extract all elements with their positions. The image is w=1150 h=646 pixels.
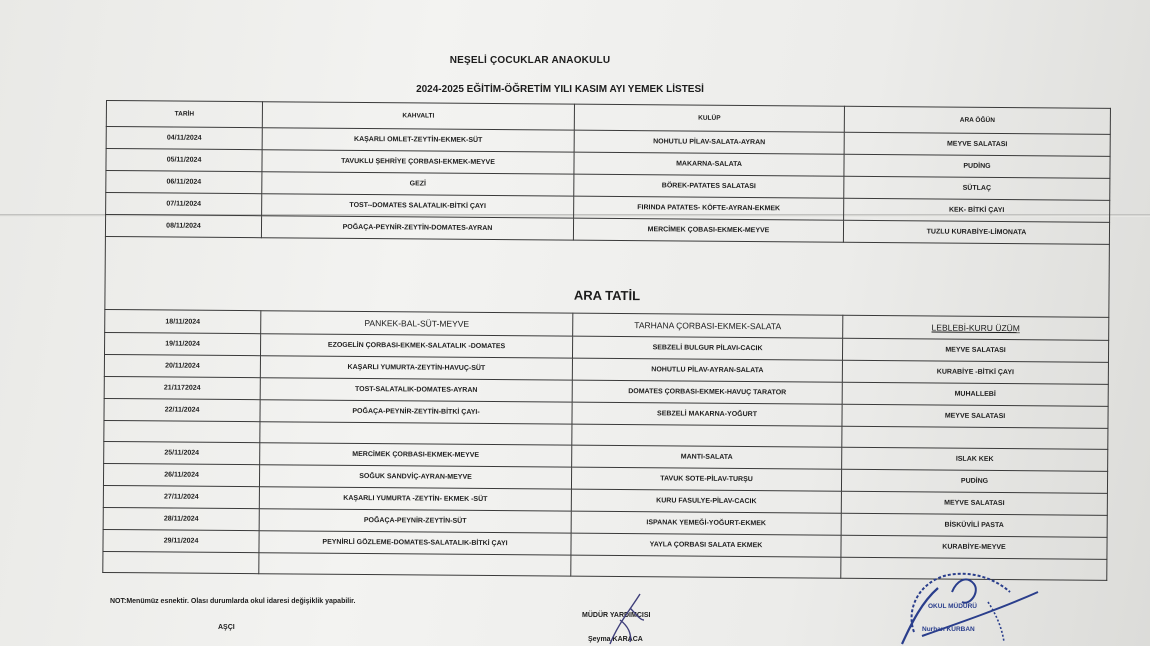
column-header-breakfast: KAHVALTI <box>262 102 574 130</box>
date-cell: 04/11/2024 <box>106 127 262 150</box>
club-cell: TAVUK SOTE-PİLAV-TURŞU <box>571 467 841 491</box>
snack-cell: MEYVE SALATASI <box>844 132 1110 156</box>
snack-cell: MEYVE SALATASI <box>842 338 1108 362</box>
snack-cell: KEK- BİTKİ ÇAYI <box>844 198 1110 222</box>
club-cell: KURU FASULYE-PİLAV-CACIK <box>571 489 841 513</box>
breakfast-cell: KAŞARLI YUMURTA-ZEYTİN-HAVUÇ-SÜT <box>260 356 572 380</box>
holiday-label: ARA TATİL <box>105 236 1110 317</box>
date-cell: 08/11/2024 <box>105 215 261 238</box>
snack-cell: MEYVE SALATASI <box>841 491 1107 515</box>
snack-cell: KURABİYE -BİTKİ ÇAYI <box>842 360 1108 384</box>
vice-principal-signature <box>600 590 660 646</box>
date-cell: 27/11/2024 <box>103 485 259 508</box>
menu-list-title: 2024-2025 EĞİTİM-ÖĞRETİM YILI KASIM AYI YEMEK LİSTESİ <box>416 84 704 95</box>
breakfast-cell: KAŞARLI YUMURTA -ZEYTİN- EKMEK -SÜT <box>259 487 571 511</box>
principal-title: OKUL MÜDÜRÜ <box>928 603 977 610</box>
snack-cell: MEYVE SALATASI <box>842 404 1108 428</box>
club-cell: MAKARNA-SALATA <box>574 152 844 176</box>
date-cell: 29/11/2024 <box>103 529 259 552</box>
club-cell: NOHUTLU PİLAV-AYRAN-SALATA <box>572 358 842 382</box>
breakfast-cell: PEYNİRLİ GÖZLEME-DOMATES-SALATALIK-BİTKİ ÇAYI <box>259 531 571 555</box>
vice-principal-title: MÜDÜR YARDIMCISI <box>582 612 651 619</box>
column-header-date: TARİH <box>106 101 262 128</box>
school-name: NEŞELİ ÇOCUKLAR ANAOKULU <box>449 55 611 66</box>
breakfast-cell: MERCİMEK ÇORBASI-EKMEK-MEYVE <box>260 443 572 467</box>
date-cell: 22/11/2024 <box>104 398 260 421</box>
club-cell: YAYLA ÇORBASI SALATA EKMEK <box>571 533 841 557</box>
breakfast-cell: EZOGELİN ÇORBASI-EKMEK-SALATALIK -DOMATES <box>260 334 572 358</box>
date-cell: 06/11/2024 <box>106 171 262 194</box>
column-header-club: KULÜP <box>574 104 844 132</box>
snack-cell: KURABİYE-MEYVE <box>841 535 1107 559</box>
club-cell: TARHANA ÇORBASI-EKMEK-SALATA <box>573 313 843 338</box>
club-cell: SEBZELİ MAKARNA-YOĞURT <box>572 402 842 426</box>
breakfast-cell: POĞAÇA-PEYNİR-ZEYTİN-BİTKİ ÇAYI- <box>260 400 572 424</box>
club-cell: MERCİMEK ÇOBASI-EKMEK-MEYVE <box>573 218 843 242</box>
date-cell: 26/11/2024 <box>103 463 259 486</box>
date-cell: 18/11/2024 <box>105 309 261 333</box>
date-cell: 05/11/2024 <box>106 149 262 172</box>
column-header-snack: ARA ÖĞÜN <box>844 106 1110 134</box>
snack-cell: TUZLU KURABİYE-LİMONATA <box>843 220 1109 244</box>
club-cell: MANTI-SALATA <box>572 445 842 469</box>
breakfast-cell: POĞAÇA-PEYNİR-ZEYTİN-SÜT <box>259 509 571 533</box>
breakfast-cell: TOST--DOMATES SALATALIK-BİTKİ ÇAYI <box>262 194 574 218</box>
snack-cell: PUDİNG <box>844 154 1110 178</box>
date-cell: 25/11/2024 <box>104 441 260 464</box>
snack-cell: LEBLEBİ-KURU ÜZÜM <box>843 315 1109 340</box>
breakfast-cell: PANKEK-BAL-SÜT-MEYVE <box>261 311 573 336</box>
holiday-row <box>105 236 1110 317</box>
principal-name: Nurhan KURBAN <box>922 626 975 633</box>
snack-cell: PUDİNG <box>841 469 1107 493</box>
date-cell: 19/11/2024 <box>105 332 261 355</box>
club-cell: FIRINDA PATATES- KÖFTE-AYRAN-EKMEK <box>574 196 844 220</box>
date-cell: 28/11/2024 <box>103 507 259 530</box>
vice-principal-name: Şeyma KARACA <box>588 636 643 643</box>
breakfast-cell: SOĞUK SANDVİÇ-AYRAN-MEYVE <box>259 465 571 489</box>
club-cell: DOMATES ÇORBASI-EKMEK-HAVUÇ TARATOR <box>572 380 842 404</box>
breakfast-cell: TAVUKLU ŞEHRİYE ÇORBASI-EKMEK-MEYVE <box>262 150 574 174</box>
breakfast-cell: GEZİ <box>262 172 574 196</box>
date-cell: 07/11/2024 <box>106 193 262 216</box>
snack-cell: MUHALLEBİ <box>842 382 1108 406</box>
club-cell: ISPANAK YEMEĞİ-YOĞURT-EKMEK <box>571 511 841 535</box>
date-cell: 20/11/2024 <box>104 354 260 377</box>
club-cell: NOHUTLU PİLAV-SALATA-AYRAN <box>574 130 844 154</box>
club-cell: SEBZELİ BULGUR PİLAVI-CACIK <box>572 336 842 360</box>
snack-cell: SÜTLAÇ <box>844 176 1110 200</box>
snack-cell: ISLAK KEK <box>842 447 1108 471</box>
breakfast-cell: POĞAÇA-PEYNİR-ZEYTİN-DOMATES-AYRAN <box>261 216 573 240</box>
date-cell: 21/1172024 <box>104 376 260 399</box>
menu-note: NOT:Menümüz esnektir. Olası durumlarda okul idaresi değişiklik yapabilir. <box>110 598 356 605</box>
breakfast-cell: KAŞARLI OMLET-ZEYTİN-EKMEK-SÜT <box>262 128 574 152</box>
cook-label: AŞÇI <box>218 624 235 631</box>
meal-menu-table <box>102 100 1111 581</box>
breakfast-cell: TOST-SALATALIK-DOMATES-AYRAN <box>260 378 572 402</box>
club-cell: BÖREK-PATATES SALATASI <box>574 174 844 198</box>
snack-cell: BİSKÜVİLİ PASTA <box>841 513 1107 537</box>
